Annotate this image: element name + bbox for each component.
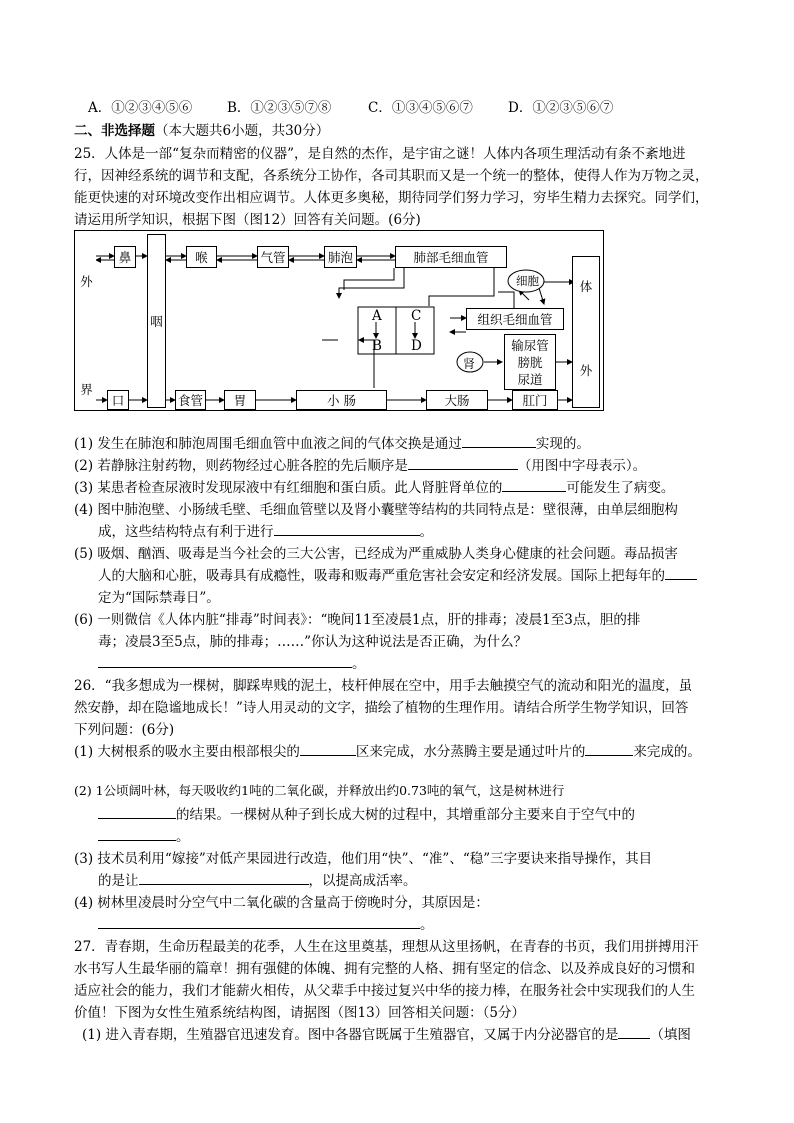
kidney-label: 肾	[463, 357, 476, 371]
q25-s4-tail: 。	[419, 524, 433, 540]
outside-right-bottom: 外	[579, 363, 593, 378]
outside-left-top: 外	[80, 274, 93, 289]
cell-label: 细胞	[516, 274, 539, 288]
q26-s2-blank1[interactable]	[98, 806, 176, 819]
q25-sub6-line2: 毒；凌晨3至5点，肺的排毒；……”你认为这种说法是否正确，为什么？	[98, 634, 528, 650]
option-d: D．①②③⑤⑥⑦	[508, 100, 614, 116]
section-note: （本大题共6小题，共30分）	[155, 123, 330, 139]
q26-sub3-line2	[98, 869, 417, 889]
outside-left-bottom: 界	[80, 382, 93, 397]
option-a: A．①②③④⑤⑥	[88, 100, 193, 116]
q26-sub4-line1: (4) 树林里凌晨时分空气中二氧化碳的含量高于傍晚时分，其原因是：	[74, 895, 489, 911]
alveoli-box: 肺泡	[324, 246, 357, 268]
q27-sub1	[82, 1023, 691, 1043]
q27-intro-1: 27．青春期，生命历程最美的花季，人生在这里奠基，理想从这里扬帆，在青春的书页，我们用拼搏用汗	[74, 939, 699, 955]
q25-sub5-line1: (5) 吸烟、酗酒、吸毒是当今社会的三大公害，已经成为严重威胁人类身心健康的社会问题。毒品损害	[74, 546, 678, 562]
q27-intro-3: 适应社会的能力，我们才能薪火相传，从父辈手中接过复兴中华的接力棒，在服务社会中实现我们的人生	[74, 983, 695, 999]
q25-s2-tail: （用图中字母表示）。	[517, 458, 647, 474]
q25-s5-blank[interactable]	[665, 567, 697, 580]
q26-s3-text: 的是让	[98, 873, 139, 889]
q26-sub4-line2	[98, 913, 434, 933]
q26-s4-tail: 。	[420, 917, 434, 933]
q25-s1-text: (1) 发生在肺泡和肺泡周围毛细血管中血液之间的气体交换是通过	[74, 436, 462, 452]
q27-intro-2: 水书写人生最华丽的篇章！拥有强健的体魄、拥有完整的人格、拥有坚定的信念、以及养成良好的习惯和	[74, 961, 695, 977]
urethra-label: 尿道	[517, 371, 543, 387]
lung-capillary-box: 肺部毛细血管	[395, 246, 507, 268]
q25-sub5-line2	[98, 564, 697, 584]
q25-sub1	[74, 432, 590, 452]
q26-sub2-line1: (2) 1公顷阔叶林，每天吸收约1吨的二氧化碳，并释放出约0.73吨的氧气，这是树林进行	[74, 783, 565, 798]
ureter-label: 输尿管	[511, 337, 549, 353]
q26-sub2-line3	[98, 825, 190, 845]
pharynx-box: 咽	[147, 234, 166, 408]
q25-s5-text: 人的大脑和心脏，吸毒具有成瘾性，吸毒和贩毒严重危害社会安定和经济发展。国际上把每年的	[98, 568, 665, 584]
q25-sub5-line3: 定为“国际禁毒日”。	[98, 590, 220, 606]
q26-intro-1: 26．“我多想成为一棵树，脚踩卑贱的泥土，枝杆伸展在空中，用手去触摸空气的流动和阳光的温度，虽	[74, 678, 693, 694]
nose-box: 鼻	[114, 246, 136, 268]
tissue-capillary-box: 组织毛细血管	[466, 308, 564, 330]
heart-b: B	[372, 338, 382, 354]
q27-s1-blank[interactable]	[618, 1026, 650, 1039]
q27-intro-4: 价值！下图为女性生殖系统结构图，请据图（图13）回答相关问题：（5分）	[74, 1005, 526, 1021]
outside-right-box	[572, 256, 600, 408]
anus-box: 肛门	[512, 390, 558, 410]
q26-s1-mid: 区来完成，水分蒸腾主要是通过叶片的	[355, 744, 586, 760]
q26-s1-tail: 来完成的。	[633, 744, 701, 760]
urinary-box	[504, 334, 556, 390]
q26-s2-blank2[interactable]	[98, 828, 176, 841]
q25-s2-text: (2) 若静脉注射药物，则药物经过心脏各腔的先后顺序是	[74, 458, 408, 474]
esophagus-box: 食管	[175, 390, 206, 410]
q26-s3-tail: ，以提高成活率。	[308, 873, 417, 889]
q25-sub6-line3	[98, 652, 366, 672]
q25-sub4-line1: (4) 图中肺泡壁、小肠绒毛壁、毛细血管壁以及肾小囊壁等结构的共同特点是：壁很薄，由单层细胞构	[74, 502, 678, 518]
heart-c: C	[411, 308, 422, 324]
q26-s1-text: (1) 大树根系的吸水主要由根部根尖的	[74, 744, 300, 760]
q27-s1-text: (1) 进入青春期，生殖器官迅速发育。图中各器官既属于生殖器官，又属于内分泌器官的是	[82, 1027, 619, 1043]
q26-intro-2: 然安静，却在隐谧地成长！”诗人用灵动的文字，描绘了植物的生理作用。请结合所学生物学知识，回答	[74, 700, 689, 716]
q26-sub1	[74, 740, 701, 760]
stomach-box: 胃	[224, 390, 256, 410]
q26-s2-text: 的结果。一棵树从种子到长成大树的过程中，其增重部分主要来自于空气中的	[176, 807, 635, 823]
q26-sub3-line1: (3) 技术员利用“嫁接”对低产果园进行改造，他们用“快”、“准”、“稳”三字要诀来指导操作，其目	[74, 851, 653, 867]
bladder-label: 膀胱	[517, 354, 543, 370]
q25-intro-1: 25．人体是一部“复杂而精密的仪器”，是自然的杰作，是宇宙之谜！人体内各项生理活动有条不紊地进	[74, 146, 686, 162]
q25-s1-blank[interactable]	[462, 435, 536, 448]
option-c: C．①③④⑤⑥⑦	[368, 100, 473, 116]
q25-sub2	[74, 454, 646, 474]
q25-s6-tail: 。	[352, 656, 366, 672]
q26-s1-blank1[interactable]	[300, 743, 356, 756]
q25-s4-blank[interactable]	[274, 523, 420, 536]
small-intestine-box: 小 肠	[296, 390, 387, 410]
q25-s2-blank[interactable]	[408, 457, 518, 470]
q25-s4-text: 成，这些结构特点有利于进行	[98, 524, 274, 540]
mouth-box: 口	[107, 390, 129, 410]
q27-s1-tail: （填图	[650, 1027, 691, 1043]
outside-left-column	[77, 234, 96, 408]
q25-intro-3: 能更快速的对环境改变作出相应调节。人体更多奥秘，期待同学们努力学习，穷毕生精力去探究。同学们，	[74, 190, 709, 206]
heart-a: A	[372, 308, 382, 324]
q25-s6-blank[interactable]	[98, 655, 352, 668]
q26-intro-3: 下列问题：(6分)	[74, 722, 175, 738]
q25-intro-2: 行，因神经系统的调节和支配，各系统分工协作，各司其职而又是一个统一的整体，使得人作为万物之灵，	[74, 168, 709, 184]
figure-12-diagram	[74, 230, 604, 412]
q25-s3-tail: 可能发生了病变。	[566, 480, 675, 496]
section-heading	[74, 119, 329, 139]
q26-sub2-line2	[98, 803, 635, 823]
trachea-box: 气管	[257, 246, 289, 268]
q25-s3-text: (3) 某患者检查尿液时发现尿液中有红细胞和蛋白质。此人肾脏肾单位的	[74, 480, 503, 496]
section-title: 二、非选择题	[74, 123, 155, 139]
q26-s3-blank[interactable]	[139, 872, 309, 885]
option-b: B．①②③⑤⑦⑧	[227, 100, 332, 116]
outside-right-top: 体	[579, 279, 593, 294]
q26-s4-blank[interactable]	[98, 916, 420, 929]
large-intestine-box: 大肠	[426, 390, 488, 410]
q25-s1-tail: 实现的。	[535, 436, 590, 452]
q25-intro-4: 请运用所学知识，根据下图（图12）回答有关问题。(6分)	[74, 212, 421, 228]
q25-sub4-line2	[98, 520, 433, 540]
q25-sub3	[74, 476, 674, 496]
heart-d: D	[411, 338, 422, 354]
q25-sub6-line1: (6) 一则微信《人体内脏“排毒”时间表》：“晚间11至凌晨1点，肝的排毒；凌晨1至3点，胆的排	[74, 612, 641, 628]
larynx-box: 喉	[186, 246, 217, 268]
q26-s2-tail: 。	[176, 829, 190, 845]
q26-s1-blank2[interactable]	[585, 743, 633, 756]
q25-s3-blank[interactable]	[502, 479, 566, 492]
